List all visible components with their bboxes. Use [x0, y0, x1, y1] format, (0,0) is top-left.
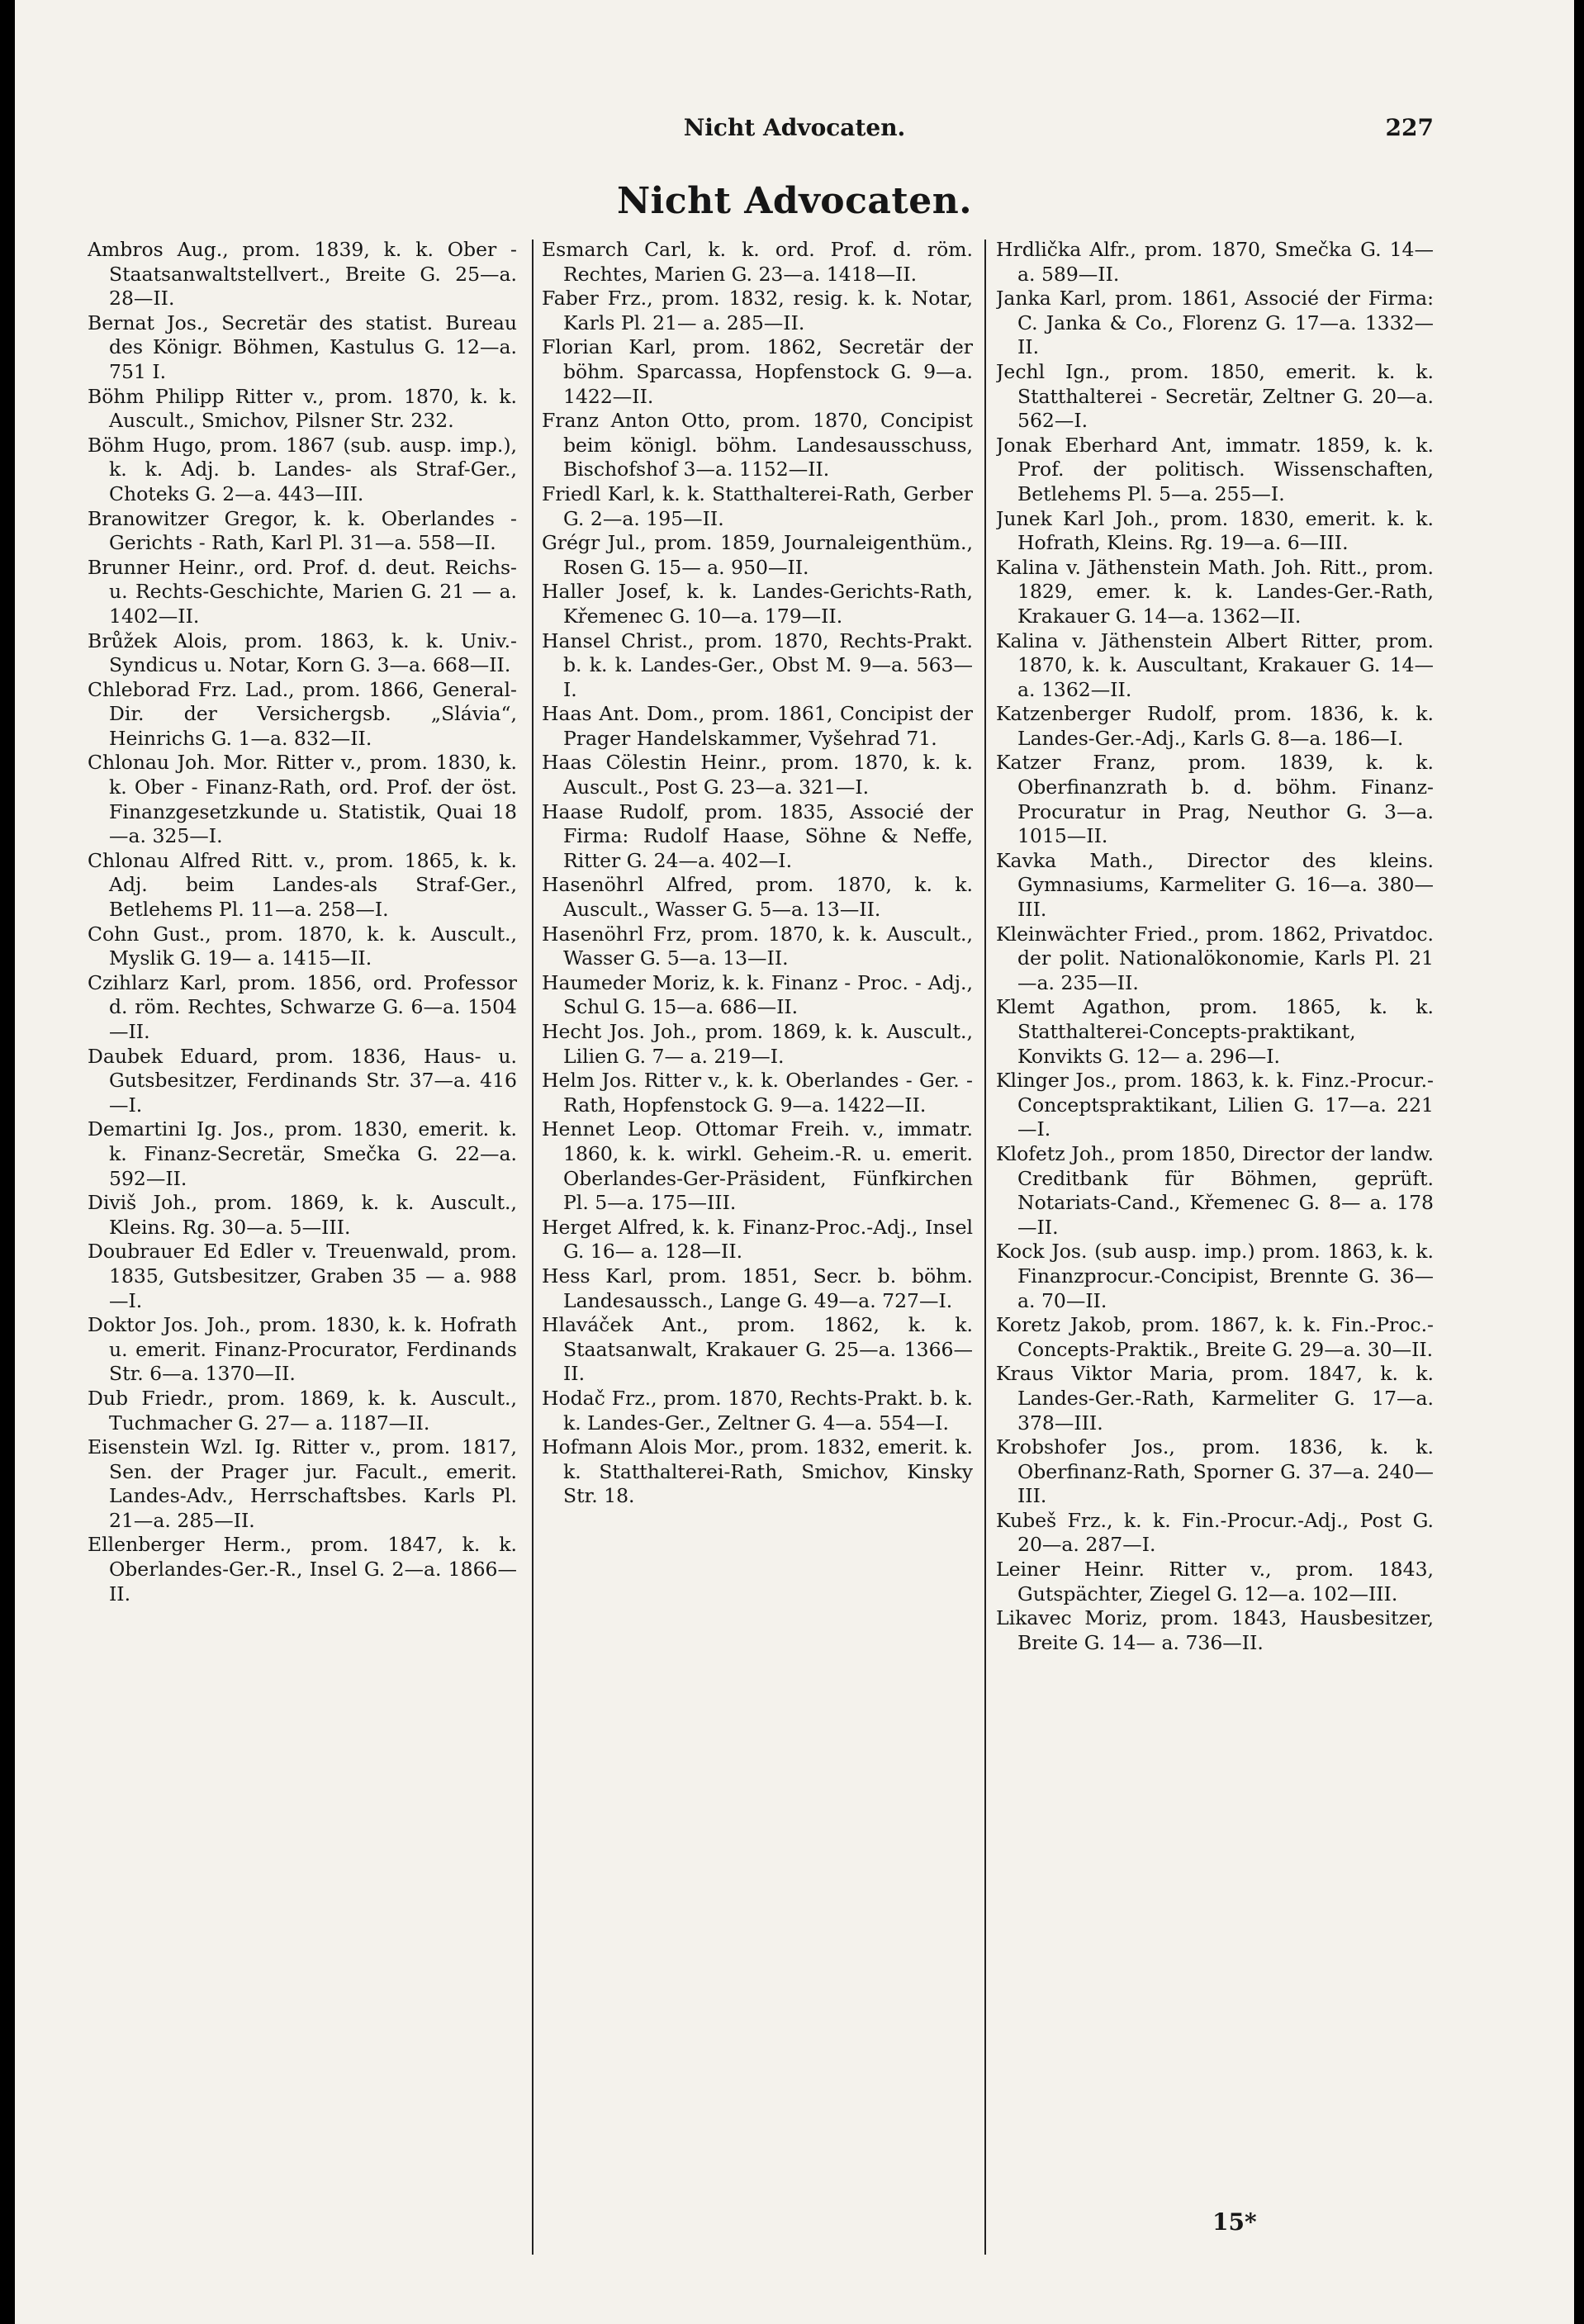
directory-entry: Friedl Karl, k. k. Statthalterei-Rath, Gerber G. 2—a. 195—II. — [542, 481, 973, 530]
directory-entry: Hasenöhrl Frz, prom. 1870, k. k. Auscult., Wasser G. 5—a. 13—II. — [542, 922, 973, 970]
directory-entry: Diviš Joh., prom. 1869, k. k. Auscult., Kleins. Rg. 30—a. 5—III. — [88, 1191, 517, 1239]
directory-entry: Daubek Eduard, prom. 1836, Haus- u. Gutsbesitzer, Ferdinands Str. 37—a. 416—I. — [88, 1044, 517, 1117]
directory-entry: Kraus Viktor Maria, prom. 1847, k. k. Landes-Ger.-Rath, Karmeliter G. 17—a. 378—III. — [996, 1362, 1434, 1435]
directory-entry: Herget Alfred, k. k. Finanz-Proc.-Adj., Insel G. 16— a. 128—II. — [542, 1215, 973, 1264]
directory-entry: Dub Friedr., prom. 1869, k. k. Auscult., Tuchmacher G. 27— a. 1187—II. — [88, 1386, 517, 1435]
directory-entry: Kock Jos. (sub ausp. imp.) prom. 1863, k. k. Finanzprocur.-Concipist, Brennte G. 36— a. 70—II. — [996, 1240, 1434, 1312]
directory-entry: Cohn Gust., prom. 1870, k. k. Auscult., Myslik G. 19— a. 1415—II. — [88, 922, 517, 970]
directory-entry: Hrdlička Alfr., prom. 1870, Smečka G. 14—a. 589—II. — [996, 238, 1434, 286]
directory-entry: Chleborad Frz. Lad., prom. 1866, General-Dir. der Versichergsb. „Slávia“, Heinrichs G. 1—a. 832—II. — [88, 677, 517, 750]
directory-entry: Leiner Heinr. Ritter v., prom. 1843, Gutspächter, Ziegel G. 12—a. 102—III. — [996, 1558, 1434, 1605]
directory-entry: Haller Josef, k. k. Landes-Gerichts-Rath, Křemenec G. 10—a. 179—II. — [542, 580, 973, 628]
directory-entry: Esmarch Carl, k. k. ord. Prof. d. röm. Rechtes, Marien G. 23—a. 1418—II. — [542, 238, 973, 286]
column-divider — [984, 240, 986, 2255]
directory-entry: Chlonau Alfred Ritt. v., prom. 1865, k. k. Adj. beim Landes-als Straf-Ger., Betlehems Pl. 11—a. 258—I. — [88, 848, 517, 922]
directory-entry: Böhm Hugo, prom. 1867 (sub. ausp. imp.), k. k. Adj. b. Landes- als Straf-Ger., Choteks G. 2—a. 443—III. — [88, 433, 517, 505]
directory-entry: Kleinwächter Fried., prom. 1862, Privatdoc. der polit. Nationalökonomie, Karls Pl. 21—a. 235—II. — [996, 922, 1434, 994]
column-left — [88, 238, 517, 2253]
column-middle — [542, 238, 973, 2253]
directory-entry: Koretz Jakob, prom. 1867, k. k. Fin.-Proc.-Concepts-Praktik., Breite G. 29—a. 30—II. — [996, 1313, 1434, 1361]
directory-entry: Haumeder Moriz, k. k. Finanz - Proc. - Adj., Schul G. 15—a. 686—II. — [542, 970, 973, 1019]
directory-entry: Doubrauer Ed Edler v. Treuenwald, prom. 1835, Gutsbesitzer, Graben 35 — a. 988—I. — [88, 1240, 517, 1312]
signature-mark: 15* — [1212, 2208, 1257, 2236]
directory-entry: Grégr Jul., prom. 1859, Journaleigenthüm., Rosen G. 15— a. 950—II. — [542, 531, 973, 579]
directory-entry: Chlonau Joh. Mor. Ritter v., prom. 1830, k. k. Ober - Finanz-Rath, ord. Prof. der öst. Finanzgesetzkunde u. Statistik, Quai 18—a. 325—I. — [88, 751, 517, 848]
column-right — [996, 238, 1434, 2253]
directory-entry: Katzer Franz, prom. 1839, k. k. Oberfinanzrath b. d. böhm. Finanz-Procuratur in Prag, Neuthor G. 3—a. 1015—II. — [996, 751, 1434, 848]
directory-entry: Hess Karl, prom. 1851, Secr. b. böhm. Landesaussch., Lange G. 49—a. 727—I. — [542, 1264, 973, 1312]
directory-entry: Faber Frz., prom. 1832, resig. k. k. Notar, Karls Pl. 21— a. 285—II. — [542, 287, 973, 334]
directory-entry: Kubeš Frz., k. k. Fin.-Procur.-Adj., Post G. 20—a. 287—I. — [996, 1508, 1434, 1557]
directory-entry: Florian Karl, prom. 1862, Secretär der böhm. Sparcassa, Hopfenstock G. 9—a. 1422—II. — [542, 335, 973, 408]
directory-entry: Branowitzer Gregor, k. k. Oberlandes - Gerichts - Rath, Karl Pl. 31—a. 558—II. — [88, 506, 517, 555]
directory-entry: Brunner Heinr., ord. Prof. d. deut. Reichs- u. Rechts-Geschichte, Marien G. 21 — a. 1402—II. — [88, 555, 517, 628]
directory-entry: Klofetz Joh., prom 1850, Director der landw. Creditbank für Böhmen, geprüft. Notariats-Cand., Křemenec G. 8— a. 178—II. — [996, 1141, 1434, 1239]
directory-entry: Haase Rudolf, prom. 1835, Associé der Firma: Rudolf Haase, Söhne & Neffe, Ritter G. 24—a. 402—I. — [542, 799, 973, 872]
column-divider — [532, 240, 534, 2255]
section-title: Nicht Advocaten. — [616, 180, 973, 222]
directory-entry: Kalina v. Jäthenstein Math. Joh. Ritt., prom. 1829, emer. k. k. Landes-Ger.-Rath, Krakauer G. 14—a. 1362—II. — [996, 555, 1434, 628]
directory-entry: Ambros Aug., prom. 1839, k. k. Ober - Staatsanwaltstellvert., Breite G. 25—a. 28—II. — [88, 238, 517, 311]
directory-entry: Hodač Frz., prom. 1870, Rechts-Prakt. b. k. k. Landes-Ger., Zeltner G. 4—a. 554—I. — [542, 1386, 973, 1435]
directory-entry: Kavka Math., Director des kleins. Gymnasiums, Karmeliter G. 16—a. 380—III. — [996, 848, 1434, 922]
running-title: Nicht Advocaten. — [683, 114, 906, 141]
directory-entry: Helm Jos. Ritter v., k. k. Oberlandes - Ger. - Rath, Hopfenstock G. 9—a. 1422—II. — [542, 1069, 973, 1117]
directory-entry: Böhm Philipp Ritter v., prom. 1870, k. k. Auscult., Smichov, Pilsner Str. 232. — [88, 384, 517, 433]
directory-entry: Jechl Ign., prom. 1850, emerit. k. k. Statthalterei - Secretär, Zeltner G. 20—a. 562—I. — [996, 359, 1434, 433]
directory-entry: Czihlarz Karl, prom. 1856, ord. Professor d. röm. Rechtes, Schwarze G. 6—a. 1504—II. — [88, 970, 517, 1043]
directory-entry: Ellenberger Herm., prom. 1847, k. k. Oberlandes-Ger.-R., Insel G. 2—a. 1866—II. — [88, 1533, 517, 1605]
directory-entry: Kalina v. Jäthenstein Albert Ritter, prom. 1870, k. k. Auscultant, Krakauer G. 14— a. 1362—II. — [996, 628, 1434, 701]
directory-entry: Hennet Leop. Ottomar Freih. v., immatr. 1860, k. k. wirkl. Geheim.-R. u. emerit. Oberlandes-Ger-Präsident, Fünfkirchen Pl. 5—a. 175—III. — [542, 1117, 973, 1215]
directory-entry: Eisenstein Wzl. Ig. Ritter v., prom. 1817, Sen. der Prager jur. Facult., emerit. Landes-Adv., Herrschaftsbes. Karls Pl. 21—a. 285—II. — [88, 1435, 517, 1532]
directory-entry: Klemt Agathon, prom. 1865, k. k. Statthalterei-Concepts-praktikant, Konvikts G. 12— a. 296—I. — [996, 995, 1434, 1068]
directory-entry: Junek Karl Joh., prom. 1830, emerit. k. k. Hofrath, Kleins. Rg. 19—a. 6—III. — [996, 506, 1434, 555]
directory-entry: Krobshofer Jos., prom. 1836, k. k. Oberfinanz-Rath, Sporner G. 37—a. 240—III. — [996, 1435, 1434, 1508]
directory-entry: Brůžek Alois, prom. 1863, k. k. Univ.-Syndicus u. Notar, Korn G. 3—a. 668—II. — [88, 628, 517, 677]
directory-entry: Demartini Ig. Jos., prom. 1830, emerit. k. k. Finanz-Secretär, Smečka G. 22—a. 592—II. — [88, 1117, 517, 1190]
directory-entry: Franz Anton Otto, prom. 1870, Concipist beim königl. böhm. Landesausschuss, Bischofshof 3—a. 1152—II. — [542, 409, 973, 481]
directory-entry: Hecht Jos. Joh., prom. 1869, k. k. Auscult., Lilien G. 7— a. 219—I. — [542, 1020, 973, 1068]
directory-entry: Hansel Christ., prom. 1870, Rechts-Prakt. b. k. k. Landes-Ger., Obst M. 9—a. 563—I. — [542, 628, 973, 701]
directory-entry: Klinger Jos., prom. 1863, k. k. Finz.-Procur.-Conceptspraktikant, Lilien G. 17—a. 221—I. — [996, 1069, 1434, 1141]
running-head — [15, 114, 1574, 147]
directory-entry: Janka Karl, prom. 1861, Associé der Firma: C. Janka & Co., Florenz G. 17—a. 1332—II. — [996, 287, 1434, 359]
directory-entry: Doktor Jos. Joh., prom. 1830, k. k. Hofrath u. emerit. Finanz-Procurator, Ferdinands Str. 6—a. 1370—II. — [88, 1313, 517, 1386]
book-page — [15, 0, 1574, 2324]
directory-entry: Hasenöhrl Alfred, prom. 1870, k. k. Auscult., Wasser G. 5—a. 13—II. — [542, 873, 973, 922]
directory-entry: Hlaváček Ant., prom. 1862, k. k. Staatsanwalt, Krakauer G. 25—a. 1366—II. — [542, 1313, 973, 1386]
directory-entry: Haas Cölestin Heinr., prom. 1870, k. k. Auscult., Post G. 23—a. 321—I. — [542, 751, 973, 799]
directory-entry: Bernat Jos., Secretär des statist. Bureau des Königr. Böhmen, Kastulus G. 12—a. 751 I. — [88, 311, 517, 383]
page-number: 227 — [1385, 114, 1434, 141]
directory-entry: Katzenberger Rudolf, prom. 1836, k. k. Landes-Ger.-Adj., Karls G. 8—a. 186—I. — [996, 702, 1434, 750]
directory-entry: Hofmann Alois Mor., prom. 1832, emerit. k. k. Statthalterei-Rath, Smichov, Kinsky Str. 18. — [542, 1435, 973, 1508]
directory-entry: Haas Ant. Dom., prom. 1861, Concipist der Prager Handelskammer, Vyšehrad 71. — [542, 702, 973, 750]
directory-entry: Jonak Eberhard Ant, immatr. 1859, k. k. Prof. der politisch. Wissenschaften, Betlehems Pl. 5—a. 255—I. — [996, 433, 1434, 505]
directory-entry: Likavec Moriz, prom. 1843, Hausbesitzer, Breite G. 14— a. 736—II. — [996, 1606, 1434, 1654]
